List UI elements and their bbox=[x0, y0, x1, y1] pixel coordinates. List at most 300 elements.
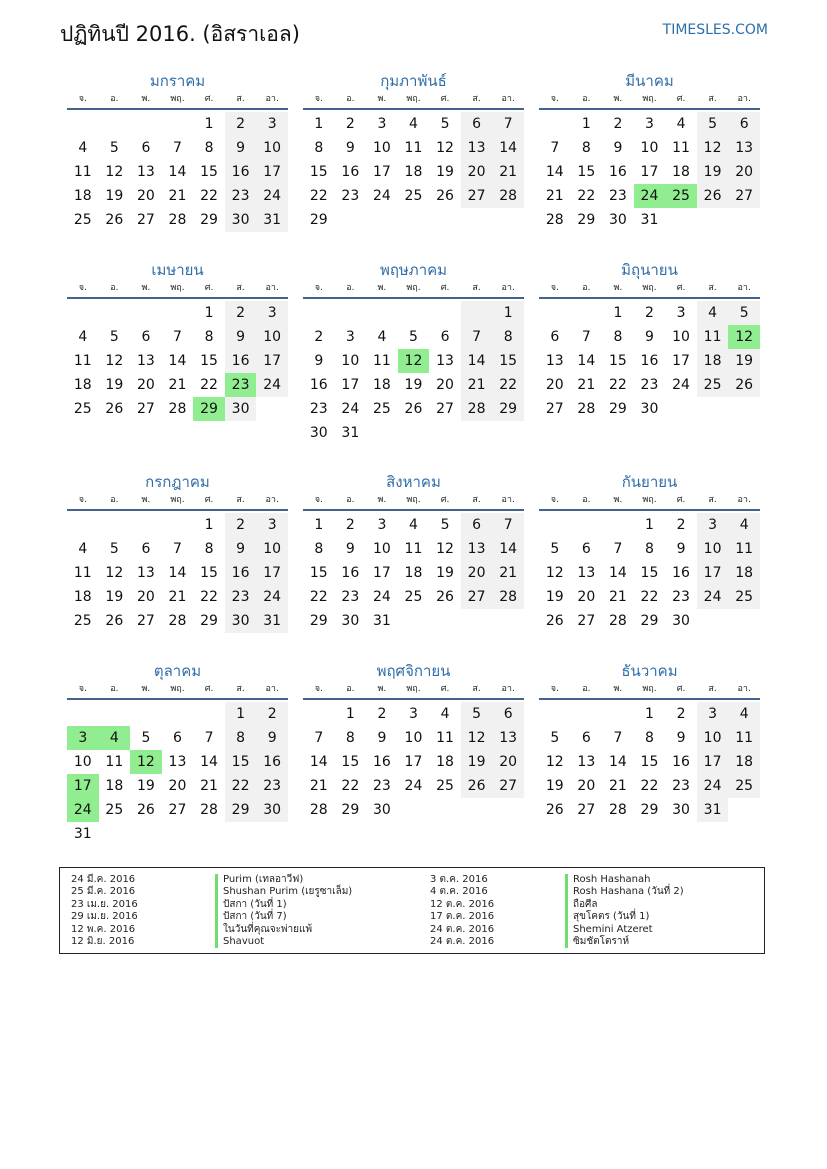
weekday-label: จ. bbox=[78, 94, 87, 104]
legend-holiday-name: สุขโคตร (วันที่ 1) bbox=[565, 911, 684, 923]
day-cell: 17 bbox=[372, 565, 391, 581]
empty-cell bbox=[99, 112, 131, 136]
day-cell: 5 bbox=[550, 541, 560, 557]
weekday-label: อ. bbox=[110, 94, 119, 104]
weekday-label: อ. bbox=[582, 283, 591, 293]
day-cell: 25 bbox=[728, 585, 760, 609]
day-cell: 7 bbox=[613, 541, 623, 557]
day-cell: 19 bbox=[545, 778, 564, 794]
day-cell: 24 bbox=[404, 778, 423, 794]
empty-cell bbox=[697, 609, 729, 633]
weekday-label: พฤ. bbox=[642, 283, 657, 293]
day-cell: 12 bbox=[105, 565, 124, 581]
day-cell: 9 bbox=[613, 140, 623, 156]
day-cell: 19 bbox=[461, 750, 493, 774]
day-cell: 20 bbox=[545, 377, 564, 393]
day-cell: 27 bbox=[168, 802, 187, 818]
day-cell: 25 bbox=[665, 184, 697, 208]
day-cell: 30 bbox=[372, 802, 391, 818]
day-cell: 20 bbox=[136, 377, 155, 393]
day-cell: 2 bbox=[225, 301, 257, 325]
day-cell: 7 bbox=[173, 140, 182, 156]
day-cell: 18 bbox=[697, 349, 729, 373]
empty-cell bbox=[602, 513, 634, 537]
empty-cell bbox=[461, 798, 493, 822]
day-cell: 28 bbox=[577, 401, 596, 417]
day-cell: 1 bbox=[645, 706, 654, 722]
weekday-label: จ. bbox=[78, 684, 87, 694]
month-block bbox=[67, 471, 288, 633]
weekday-label: ศ. bbox=[440, 684, 450, 694]
day-cell: 26 bbox=[105, 212, 124, 228]
weekday-label: อา. bbox=[501, 94, 515, 104]
day-cell: 1 bbox=[204, 116, 214, 132]
legend-date: 12 ต.ค. 2016 bbox=[430, 898, 495, 910]
day-cell: 21 bbox=[608, 778, 627, 794]
day-cell: 8 bbox=[581, 140, 591, 156]
weekday-header bbox=[67, 281, 288, 299]
page-title: ปฏิทินปี 2016. (อิสราเอล) bbox=[60, 22, 300, 46]
day-cell: 8 bbox=[204, 140, 214, 156]
day-cell: 5 bbox=[141, 730, 151, 746]
day-cell: 31 bbox=[256, 208, 288, 232]
weekday-label: ส. bbox=[708, 684, 717, 694]
day-cell: 8 bbox=[645, 730, 654, 746]
day-cell: 7 bbox=[613, 730, 623, 746]
legend-holiday-name: ปัสกา (วันที่ 7) bbox=[215, 911, 352, 923]
month-name: กรกฎาคม bbox=[145, 473, 210, 491]
day-cell: 27 bbox=[461, 585, 493, 609]
day-cell: 14 bbox=[608, 565, 627, 581]
day-cell: 10 bbox=[341, 353, 360, 369]
day-cell: 19 bbox=[404, 377, 423, 393]
empty-cell bbox=[429, 208, 461, 232]
day-cell: 11 bbox=[404, 541, 423, 557]
legend-holiday-name: ในวันที่คุณจะพ่ายแพ้ bbox=[215, 924, 352, 936]
empty-cell bbox=[602, 702, 634, 726]
month-block bbox=[539, 259, 760, 421]
empty-cell bbox=[461, 208, 493, 232]
day-cell: 8 bbox=[645, 541, 654, 557]
day-cell: 21 bbox=[168, 589, 187, 605]
weekday-label: พ. bbox=[377, 684, 387, 694]
day-cell: 30 bbox=[672, 802, 690, 818]
empty-cell bbox=[99, 301, 131, 325]
day-cell: 6 bbox=[581, 541, 591, 557]
day-cell: 1 bbox=[613, 305, 623, 321]
day-grid bbox=[67, 702, 288, 846]
month-name: กันยายน bbox=[621, 473, 678, 491]
weekday-label: อ. bbox=[346, 283, 355, 293]
day-cell: 11 bbox=[105, 754, 124, 770]
day-cell: 10 bbox=[404, 730, 423, 746]
day-cell: 5 bbox=[109, 140, 119, 156]
day-cell: 8 bbox=[613, 329, 623, 345]
day-cell: 6 bbox=[461, 513, 493, 537]
weekday-label: ส. bbox=[708, 94, 717, 104]
day-cell: 12 bbox=[545, 565, 564, 581]
day-cell: 29 bbox=[200, 212, 218, 228]
day-cell: 23 bbox=[608, 188, 627, 204]
empty-cell bbox=[492, 798, 524, 822]
day-cell: 14 bbox=[461, 349, 493, 373]
day-cell: 20 bbox=[577, 589, 596, 605]
legend-holiday-name: ถือศีล bbox=[565, 899, 684, 911]
month-block bbox=[539, 471, 760, 633]
day-cell: 8 bbox=[492, 325, 524, 349]
day-grid bbox=[539, 301, 760, 421]
day-cell: 19 bbox=[105, 589, 124, 605]
weekday-label: อ. bbox=[110, 684, 119, 694]
day-cell: 6 bbox=[492, 702, 524, 726]
day-cell: 22 bbox=[309, 188, 328, 204]
day-cell: 11 bbox=[404, 140, 423, 156]
day-cell: 8 bbox=[345, 730, 355, 746]
holiday-legend bbox=[59, 867, 765, 954]
empty-cell bbox=[193, 702, 225, 726]
weekday-header bbox=[303, 493, 524, 511]
weekday-label: อา. bbox=[501, 495, 515, 505]
day-cell: 1 bbox=[645, 517, 654, 533]
day-cell: 5 bbox=[461, 702, 493, 726]
day-cell: 6 bbox=[141, 140, 151, 156]
weekday-label: อา. bbox=[265, 495, 279, 505]
day-cell: 11 bbox=[73, 164, 92, 180]
month-block bbox=[303, 660, 524, 822]
day-cell: 18 bbox=[404, 164, 423, 180]
brand-link[interactable]: TIMESLES.COM bbox=[662, 22, 768, 38]
day-cell: 14 bbox=[577, 353, 596, 369]
day-cell: 6 bbox=[141, 541, 151, 557]
weekday-label: พฤ. bbox=[406, 684, 421, 694]
weekday-label: ส. bbox=[472, 495, 481, 505]
weekday-label: ส. bbox=[236, 94, 245, 104]
legend-date: 17 ต.ค. 2016 bbox=[430, 911, 495, 923]
weekday-label: ส. bbox=[472, 283, 481, 293]
day-cell: 16 bbox=[309, 377, 328, 393]
day-cell: 14 bbox=[545, 164, 564, 180]
weekday-label: อ. bbox=[110, 283, 119, 293]
empty-cell bbox=[492, 609, 524, 633]
weekday-label: จ. bbox=[314, 94, 323, 104]
empty-cell bbox=[335, 208, 367, 232]
day-cell: 27 bbox=[136, 212, 155, 228]
weekday-label: ศ. bbox=[204, 283, 214, 293]
day-cell: 4 bbox=[99, 726, 131, 750]
day-cell: 19 bbox=[728, 349, 760, 373]
day-cell: 30 bbox=[672, 613, 690, 629]
day-cell: 24 bbox=[256, 184, 288, 208]
day-cell: 23 bbox=[672, 589, 690, 605]
weekday-label: ส. bbox=[236, 495, 245, 505]
weekday-header bbox=[303, 281, 524, 299]
empty-cell bbox=[398, 609, 430, 633]
day-cell: 26 bbox=[436, 589, 454, 605]
day-cell: 9 bbox=[377, 730, 387, 746]
legend-holiday-name: Rosh Hashanah bbox=[565, 874, 684, 886]
empty-cell bbox=[162, 702, 194, 726]
day-cell: 11 bbox=[672, 140, 690, 156]
day-cell: 17 bbox=[256, 349, 288, 373]
day-cell: 1 bbox=[225, 702, 257, 726]
empty-cell bbox=[571, 513, 603, 537]
day-cell: 21 bbox=[492, 160, 524, 184]
day-cell: 28 bbox=[168, 212, 187, 228]
day-cell: 1 bbox=[204, 305, 214, 321]
day-cell: 15 bbox=[577, 164, 596, 180]
day-cell: 25 bbox=[404, 188, 423, 204]
day-cell: 28 bbox=[545, 212, 564, 228]
day-cell: 15 bbox=[200, 565, 218, 581]
day-cell: 11 bbox=[372, 353, 391, 369]
day-cell: 18 bbox=[73, 188, 92, 204]
day-cell: 14 bbox=[492, 537, 524, 561]
day-cell: 27 bbox=[136, 613, 155, 629]
month-block bbox=[303, 70, 524, 232]
day-grid bbox=[303, 702, 524, 822]
day-grid bbox=[303, 112, 524, 232]
day-cell: 2 bbox=[225, 112, 257, 136]
day-cell: 15 bbox=[200, 353, 218, 369]
weekday-label: พฤ. bbox=[170, 495, 185, 505]
empty-cell bbox=[366, 421, 398, 445]
day-cell: 19 bbox=[105, 188, 124, 204]
month-block bbox=[67, 259, 288, 421]
day-cell: 18 bbox=[728, 750, 760, 774]
day-cell: 12 bbox=[398, 349, 430, 373]
weekday-label: พ. bbox=[141, 684, 151, 694]
legend-date: 4 ต.ค. 2016 bbox=[430, 886, 488, 898]
day-cell: 20 bbox=[436, 377, 454, 393]
month-name: มิถุนายน bbox=[621, 261, 678, 279]
day-grid bbox=[539, 513, 760, 633]
day-cell: 13 bbox=[728, 136, 760, 160]
day-cell: 4 bbox=[409, 517, 418, 533]
weekday-label: ศ. bbox=[440, 283, 450, 293]
day-grid bbox=[303, 301, 524, 445]
day-cell: 29 bbox=[640, 802, 659, 818]
weekday-label: พ. bbox=[141, 495, 151, 505]
empty-cell bbox=[461, 421, 493, 445]
day-cell: 13 bbox=[136, 353, 155, 369]
day-cell: 4 bbox=[440, 706, 450, 722]
weekday-label: พฤ. bbox=[406, 495, 421, 505]
day-cell: 14 bbox=[200, 754, 218, 770]
day-cell: 22 bbox=[341, 778, 360, 794]
day-cell: 28 bbox=[200, 802, 218, 818]
empty-cell bbox=[728, 208, 760, 232]
weekday-header bbox=[67, 682, 288, 700]
day-cell: 31 bbox=[372, 613, 391, 629]
weekday-label: ศ. bbox=[676, 94, 686, 104]
day-cell: 21 bbox=[461, 373, 493, 397]
day-cell: 21 bbox=[309, 778, 328, 794]
day-cell: 15 bbox=[225, 750, 257, 774]
day-cell: 3 bbox=[256, 513, 288, 537]
day-cell: 4 bbox=[676, 116, 686, 132]
day-cell: 17 bbox=[256, 561, 288, 585]
day-cell: 23 bbox=[309, 401, 328, 417]
day-cell: 28 bbox=[168, 613, 187, 629]
month-block bbox=[303, 471, 524, 633]
day-cell: 12 bbox=[436, 541, 454, 557]
weekday-label: อ. bbox=[346, 684, 355, 694]
weekday-header bbox=[539, 281, 760, 299]
day-cell: 1 bbox=[314, 517, 324, 533]
empty-cell bbox=[67, 702, 99, 726]
day-cell: 1 bbox=[204, 517, 214, 533]
day-grid bbox=[67, 513, 288, 633]
day-cell: 31 bbox=[73, 826, 92, 842]
day-cell: 31 bbox=[341, 425, 360, 441]
day-cell: 25 bbox=[73, 212, 92, 228]
month-block bbox=[539, 660, 760, 822]
day-cell: 29 bbox=[309, 613, 328, 629]
day-cell: 22 bbox=[640, 778, 659, 794]
day-cell: 5 bbox=[440, 517, 450, 533]
day-cell: 22 bbox=[309, 589, 328, 605]
day-cell: 11 bbox=[697, 325, 729, 349]
day-cell: 27 bbox=[436, 401, 454, 417]
day-cell: 9 bbox=[645, 329, 654, 345]
legend-date: 25 มี.ค. 2016 bbox=[71, 886, 136, 898]
day-cell: 13 bbox=[545, 353, 564, 369]
day-cell: 24 bbox=[256, 585, 288, 609]
day-cell: 23 bbox=[640, 377, 659, 393]
day-cell: 6 bbox=[141, 329, 151, 345]
day-cell: 6 bbox=[461, 112, 493, 136]
day-cell: 25 bbox=[436, 778, 454, 794]
day-cell: 3 bbox=[67, 726, 99, 750]
day-cell: 18 bbox=[105, 778, 124, 794]
weekday-label: ศ. bbox=[676, 283, 686, 293]
day-cell: 20 bbox=[136, 589, 155, 605]
weekday-label: พ. bbox=[613, 283, 623, 293]
day-cell: 14 bbox=[168, 565, 187, 581]
day-cell: 24 bbox=[672, 377, 690, 393]
day-cell: 8 bbox=[204, 329, 214, 345]
day-cell: 21 bbox=[200, 778, 218, 794]
month-name: กุมภาพันธ์ bbox=[380, 72, 447, 90]
day-cell: 22 bbox=[200, 589, 218, 605]
empty-cell bbox=[366, 301, 398, 325]
day-cell: 18 bbox=[728, 561, 760, 585]
day-cell: 1 bbox=[492, 301, 524, 325]
day-cell: 8 bbox=[225, 726, 257, 750]
weekday-label: อ. bbox=[346, 495, 355, 505]
day-cell: 19 bbox=[136, 778, 155, 794]
day-cell: 21 bbox=[168, 188, 187, 204]
empty-cell bbox=[256, 822, 288, 846]
day-cell: 4 bbox=[728, 513, 760, 537]
day-cell: 15 bbox=[309, 565, 328, 581]
day-cell: 28 bbox=[608, 802, 627, 818]
month-block bbox=[303, 259, 524, 445]
empty-cell bbox=[67, 112, 99, 136]
empty-cell bbox=[697, 397, 729, 421]
legend-date: 3 ต.ค. 2016 bbox=[430, 874, 488, 885]
day-cell: 30 bbox=[608, 212, 627, 228]
weekday-label: ศ. bbox=[676, 684, 686, 694]
day-cell: 29 bbox=[577, 212, 596, 228]
day-grid bbox=[539, 702, 760, 822]
day-cell: 19 bbox=[697, 160, 729, 184]
empty-cell bbox=[429, 609, 461, 633]
day-cell: 12 bbox=[105, 353, 124, 369]
empty-cell bbox=[728, 798, 760, 822]
day-cell: 9 bbox=[345, 541, 355, 557]
day-cell: 15 bbox=[640, 754, 659, 770]
day-cell: 23 bbox=[225, 373, 257, 397]
empty-cell bbox=[130, 112, 162, 136]
day-cell: 4 bbox=[697, 301, 729, 325]
weekday-label: พฤ. bbox=[170, 94, 185, 104]
weekday-label: อา. bbox=[501, 684, 515, 694]
day-cell: 21 bbox=[577, 377, 596, 393]
day-cell: 2 bbox=[345, 116, 355, 132]
legend-holiday-name: Shemini Atzeret bbox=[565, 924, 684, 936]
day-cell: 28 bbox=[492, 585, 524, 609]
weekday-label: พฤ. bbox=[170, 283, 185, 293]
legend-holiday-name: Rosh Hashana (วันที่ 2) bbox=[565, 886, 684, 898]
empty-cell bbox=[539, 301, 571, 325]
day-cell: 10 bbox=[372, 140, 391, 156]
day-cell: 3 bbox=[645, 116, 654, 132]
day-cell: 11 bbox=[73, 565, 92, 581]
day-cell: 20 bbox=[492, 750, 524, 774]
weekday-label: อา. bbox=[737, 495, 751, 505]
day-cell: 13 bbox=[436, 353, 454, 369]
day-cell: 28 bbox=[309, 802, 328, 818]
day-cell: 3 bbox=[409, 706, 418, 722]
day-cell: 3 bbox=[697, 702, 729, 726]
day-cell: 20 bbox=[461, 561, 493, 585]
weekday-label: พ. bbox=[141, 94, 151, 104]
legend-holiday-name: ซิมชัตโตราห์ bbox=[565, 936, 684, 948]
day-cell: 12 bbox=[697, 136, 729, 160]
day-cell: 3 bbox=[377, 116, 387, 132]
weekday-label: พ. bbox=[613, 94, 623, 104]
empty-cell bbox=[697, 208, 729, 232]
day-cell: 22 bbox=[200, 377, 218, 393]
day-cell: 22 bbox=[225, 774, 257, 798]
legend-date: 29 เม.ย. 2016 bbox=[71, 911, 138, 923]
weekday-label: ศ. bbox=[440, 495, 450, 505]
day-cell: 11 bbox=[728, 537, 760, 561]
day-cell: 5 bbox=[109, 541, 119, 557]
weekday-label: ส. bbox=[472, 94, 481, 104]
day-cell: 16 bbox=[256, 750, 288, 774]
day-cell: 16 bbox=[608, 164, 627, 180]
day-cell: 17 bbox=[640, 164, 659, 180]
day-cell: 14 bbox=[608, 754, 627, 770]
day-cell: 31 bbox=[256, 609, 288, 633]
day-cell: 9 bbox=[256, 726, 288, 750]
day-cell: 6 bbox=[173, 730, 182, 746]
day-cell: 14 bbox=[492, 136, 524, 160]
weekday-label: จ. bbox=[314, 283, 323, 293]
legend-date: 24 ต.ค. 2016 bbox=[430, 936, 495, 948]
day-cell: 26 bbox=[697, 184, 729, 208]
day-cell: 24 bbox=[697, 585, 729, 609]
day-cell: 28 bbox=[461, 397, 493, 421]
weekday-label: อ. bbox=[110, 495, 119, 505]
empty-cell bbox=[130, 702, 162, 726]
day-cell: 21 bbox=[545, 188, 564, 204]
empty-cell bbox=[162, 301, 194, 325]
empty-cell bbox=[398, 798, 430, 822]
day-cell: 18 bbox=[404, 565, 423, 581]
